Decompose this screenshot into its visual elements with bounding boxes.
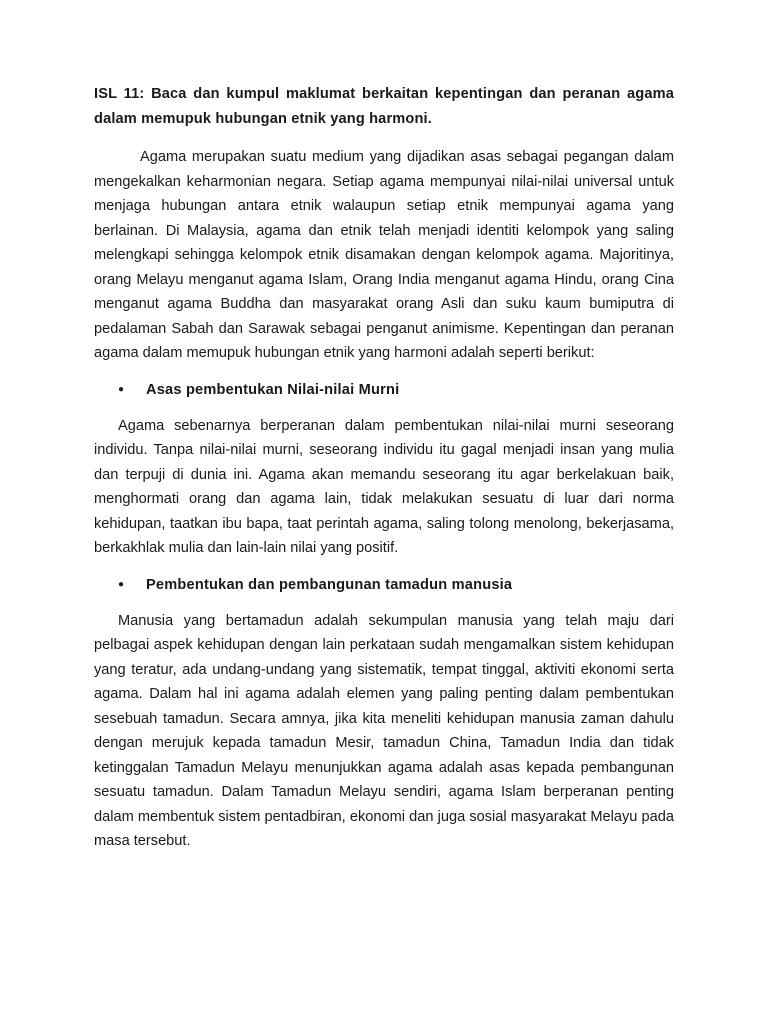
section-heading-text: Asas pembentukan Nilai-nilai Murni — [146, 381, 400, 398]
document-title: ISL 11: Baca dan kumpul maklumat berkaitan kepentingan dan peranan agama dalam memupuk hubungan etnik yang harmoni. — [94, 86, 674, 127]
section-body-1: Agama sebenarnya berperanan dalam pembentukan nilai-nilai murni seseorang individu. Tanpa nilai-nilai murni, seseorang individu itu gagal menjadi insan yang mulia dan terpuji di dunia ini. Agama akan memandu seseorang itu agar berkelakuan baik, menghormati orang dan agama lain, tidak melakukan sesuatu di luar dari norma kehidupan, taatkan ibu bapa, taat perintah agama, saling tolong menolong, bekerjasama, berkakhlak mulia dan lain-lain nilai yang positif. — [94, 417, 674, 556]
section-heading-2 — [94, 573, 674, 597]
bullet-icon: ● — [118, 578, 125, 590]
document-page — [94, 82, 674, 854]
intro-paragraph: Agama merupakan suatu medium yang dijadikan asas sebagai pegangan dalam mengekalkan keharmonian negara. Setiap agama mempunyai nilai-nilai universal untuk menjaga hubungan antara etnik walaupun setiap etnik mempunyai agama yang berlainan. Di Malaysia, agama dan etnik telah menjadi identiti kelompok yang saling melengkapi sehingga kelompok etnik disamakan dengan kelompok agama. Majoritinya, orang Melayu menganut agama Islam, Orang India menganut agama Hindu, orang Cina menganut agama Buddha dan masyarakat orang Asli dan suku kaum bumiputra di pedalaman Sabah dan Sarawak sebagai penganut animisme. Kepentingan dan peranan agama dalam memupuk hubungan etnik yang harmoni adalah seperti berikut: — [94, 149, 674, 361]
section-heading-text: Pembentukan dan pembangunan tamadun manusia — [146, 576, 513, 593]
section-body-2: Manusia yang bertamadun adalah sekumpulan manusia yang telah maju dari pelbagai aspek kehidupan dengan lain perkataan sudah mengamalkan sistem kehidupan yang teratur, ada undang-undang yang sistematik, tempat tinggal, aktiviti ekonomi serta agama. Dalam hal ini agama adalah elemen yang paling penting dalam pembentukan sesebuah tamadun. Secara amnya, jika kita meneliti kehidupan manusia zaman dahulu dengan merujuk kepada tamadun Mesir, tamadun China, Tamadun India dan tidak ketinggalan Tamadun Melayu menunjukkan agama adalah asas kepada pembangunan sesuatu tamadun. Dalam Tamadun Melayu sendiri, agama Islam berperanan penting dalam membentuk sistem pentadbiran, ekonomi dan juga sosial masyarakat Melayu pada masa tersebut. — [94, 612, 674, 849]
section-heading-1 — [94, 378, 674, 402]
bullet-icon: ● — [118, 383, 125, 395]
